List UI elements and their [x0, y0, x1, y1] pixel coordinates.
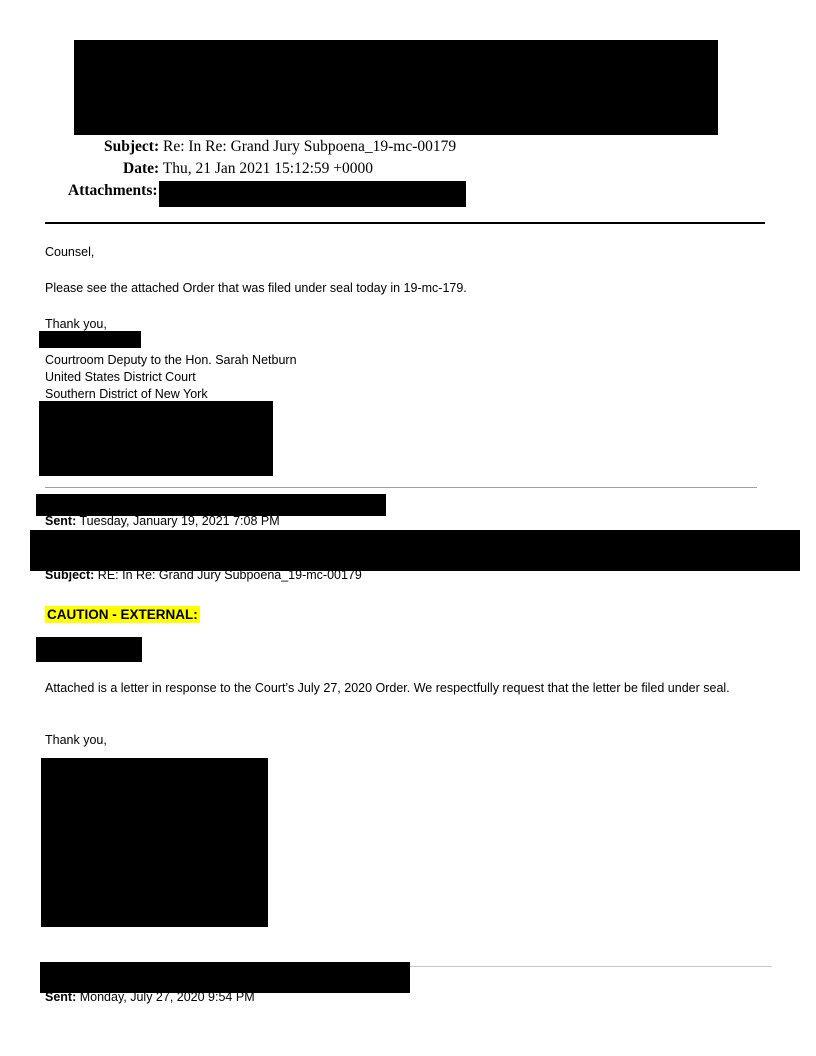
message2-body: Attached is a letter in response to the Court’s July 27, 2020 Order. We respectfully request that the letter be filed under seal. [45, 681, 730, 695]
signature-line-2: United States District Court [45, 370, 196, 384]
message1-closing: Thank you, [45, 317, 107, 331]
redaction-salutation [36, 637, 142, 662]
message2-closing: Thank you, [45, 733, 107, 747]
redaction-to-cc-lines [30, 530, 800, 571]
message2-subject-label: Subject: [45, 568, 95, 582]
redaction-from-line [36, 494, 386, 516]
message1-body: Please see the attached Order that was filed under seal today in 19-mc-179. [45, 281, 467, 295]
header-subject-row [104, 138, 456, 156]
redaction-signature-block [39, 401, 273, 476]
message2-subject-row [45, 568, 362, 582]
message2-sent-row [45, 514, 280, 528]
message1-greeting: Counsel, [45, 245, 95, 259]
message2-sent-value: Tuesday, January 19, 2021 7:08 PM [79, 514, 280, 528]
header-attachments-row [68, 182, 158, 200]
signature-line-1: Courtroom Deputy to the Hon. Sarah Netburn [45, 353, 297, 367]
message2-subject-value: RE: In Re: Grand Jury Subpoena_19-mc-00179 [97, 568, 362, 582]
signature-line-3: Southern District of New York [45, 387, 208, 401]
redaction-header-block [74, 40, 718, 135]
header-subject-label: Subject: [104, 138, 160, 155]
header-date-row [123, 160, 373, 178]
redaction-attachments [159, 181, 466, 207]
message2-sent-label: Sent: [45, 514, 77, 528]
header-date-value: Thu, 21 Jan 2021 15:12:59 +0000 [162, 160, 373, 177]
message-separator-1 [45, 487, 757, 488]
redaction-sender-signature [41, 758, 268, 927]
header-attachments-label: Attachments: [68, 182, 158, 199]
header-date-label: Date: [123, 160, 160, 177]
redaction-sender-name [39, 331, 141, 348]
header-subject-value: Re: In Re: Grand Jury Subpoena_19-mc-00179 [162, 138, 457, 155]
caution-external-banner: CAUTION - EXTERNAL: [47, 607, 198, 622]
message3-sent-label: Sent: [45, 990, 77, 1004]
message3-sent-value: Monday, July 27, 2020 9:54 PM [79, 990, 255, 1004]
redaction-from-line-2 [40, 962, 410, 993]
message3-sent-row [45, 990, 255, 1004]
header-divider [45, 222, 765, 224]
